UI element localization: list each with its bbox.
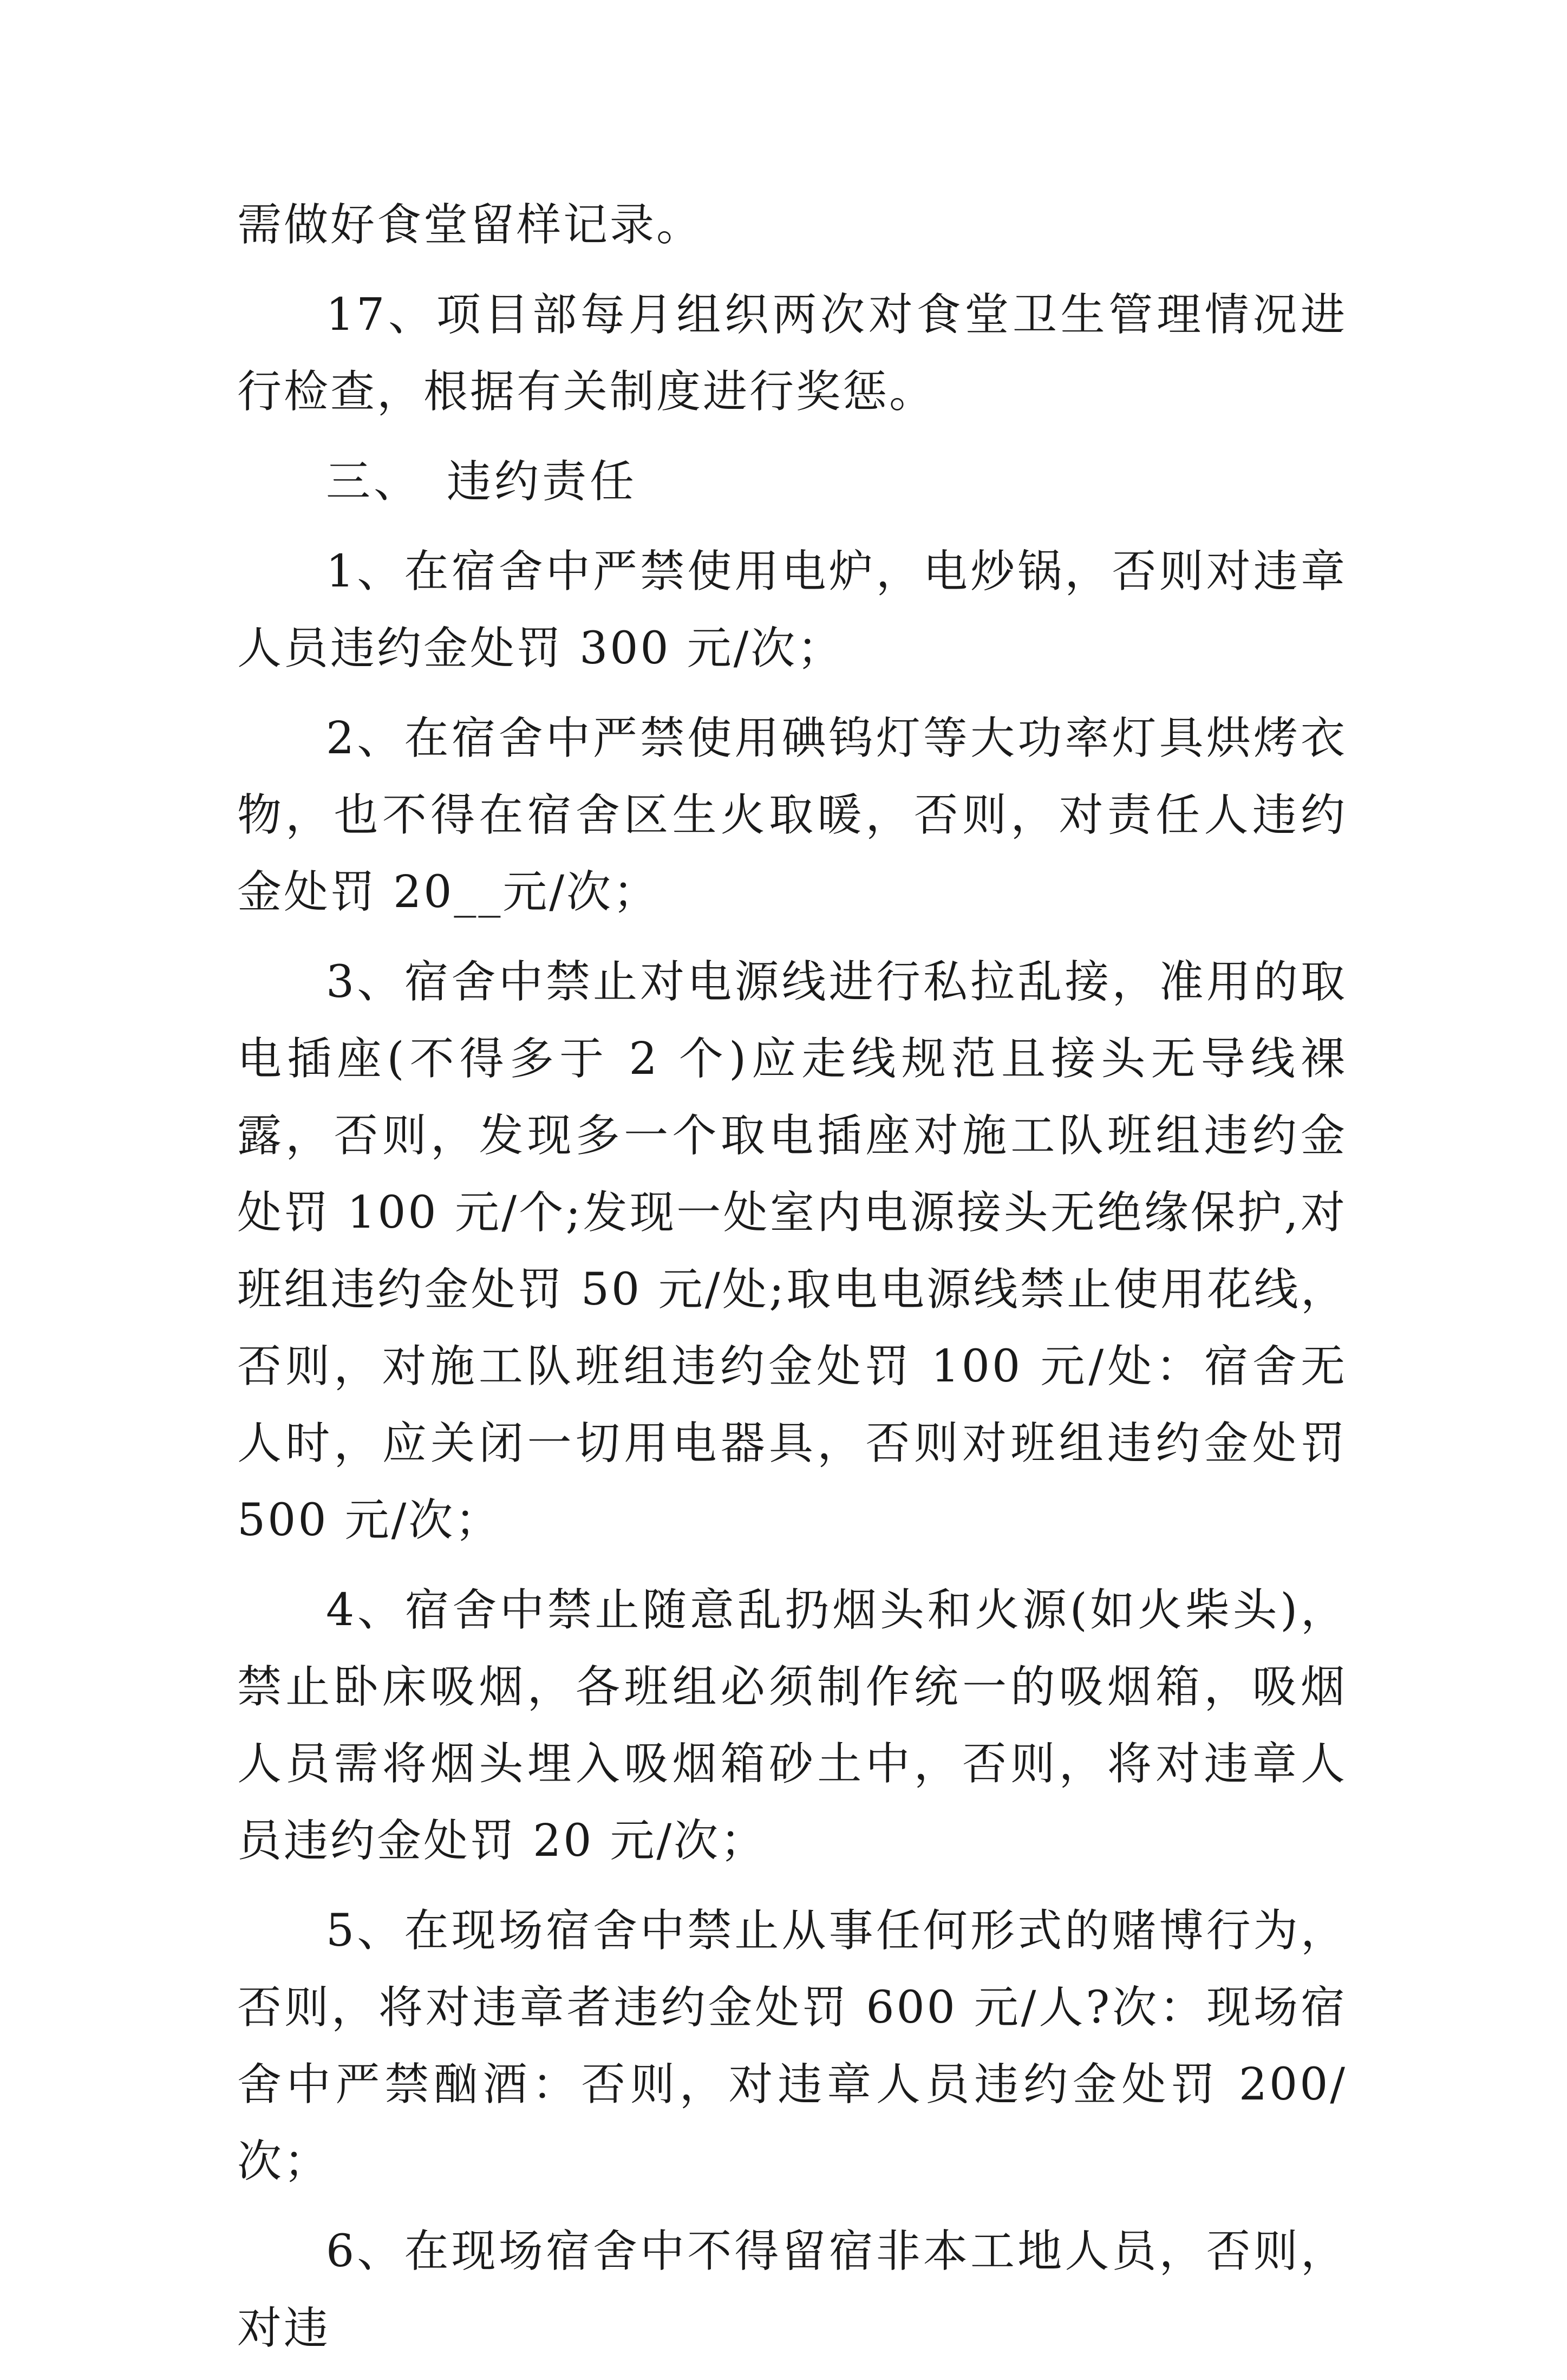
paragraph-item-1: 1、在宿舍中严禁使用电炉，电炒锅，否则对违章人员违约金处罚 300 元/次； — [237, 546, 1347, 674]
paragraph-item-3: 3、宿舍中禁止对电源线进行私拉乱接，准用的取电插座(不得多于 2 个)应走线规范且接头无导线裸露，否则，发现多一个取电插座对施工队班组违约金处罚 100 元/个;发现一处室内电源接头无绝缘保护,对班组违约金处罚 50 元/处;取电电源线禁止使用花线，否则，对施工队班组违约金处罚 100 元/处：宿舍无人时，应关闭一切用电器具，否则对班组违约金处罚 500 元/次； — [237, 956, 1347, 1546]
paragraph-item-5: 5、在现场宿舍中禁止从事任何形式的赌博行为，否则，将对违章者违约金处罚 600 元/人?次：现场宿舍中严禁酗酒：否则，对违章人员违约金处罚 200/次； — [237, 1905, 1347, 2187]
paragraph-continuation: 需做好食堂留样记录。 — [237, 199, 703, 251]
paragraph-item-17: 17、项目部每月组织两次对食堂卫生管理情况进行检查，根据有关制度进行奖惩。 — [237, 289, 1347, 418]
paragraph-item-2: 2、在宿舍中严禁使用碘钨灯等大功率灯具烘烤衣物，也不得在宿舍区生火取暖，否则，对责任人违约金处罚 20__元/次； — [237, 713, 1347, 918]
section-heading-breach-liability: 三、 违约责任 — [326, 456, 638, 507]
paragraph-item-4: 4、宿舍中禁止随意乱扔烟头和火源(如火柴头)，禁止卧床吸烟，各班组必须制作统一的吸烟箱，吸烟人员需将烟头埋入吸烟箱砂土中，否则，将对违章人员违约金处罚 20 元/次； — [237, 1585, 1347, 1867]
paragraph-item-6: 6、在现场宿舍中不得留宿非本工地人员，否则，对违 — [237, 2226, 1347, 2354]
document-body — [237, 187, 1347, 2380]
